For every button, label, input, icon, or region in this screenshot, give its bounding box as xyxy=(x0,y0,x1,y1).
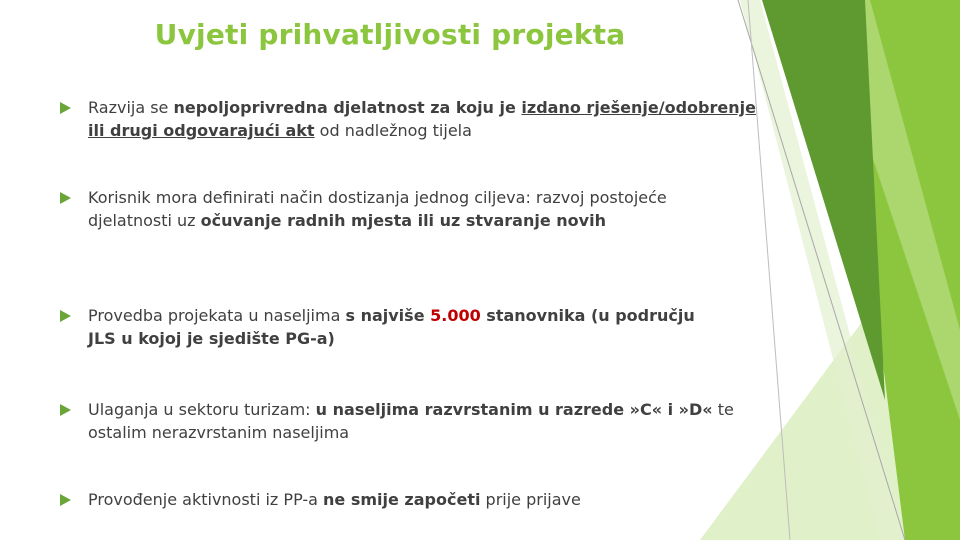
bullet-5-text-3: prije prijave xyxy=(480,490,581,509)
triangle-right-icon xyxy=(60,494,71,506)
bullet-item-2 xyxy=(60,186,688,232)
bullet-4-text-3: te ostalim nerazvrstanim naseljima xyxy=(88,400,734,442)
triangle-right-icon xyxy=(60,310,71,322)
bullet-4-text-1: Ulaganja u sektoru turizam: xyxy=(88,400,316,419)
bullet-1-text-4: od nadležnog tijela xyxy=(314,121,472,140)
bullet-3-text-3: stanovnika (u području JLS u kojoj je sjedište PG-a) xyxy=(88,306,695,348)
bullet-item-4 xyxy=(60,398,768,444)
bullet-1-text-3: izdano rješenje/odobrenje ili drugi odgovarajući akt xyxy=(88,98,756,140)
bullet-1-text-2: nepoljoprivredna djelatnost za koju je xyxy=(173,98,522,117)
triangle-right-icon xyxy=(60,192,71,204)
bullet-3-highlight-number: 5.000 xyxy=(430,306,481,325)
bullet-1-text-1: Razvija se xyxy=(88,98,174,117)
bullet-item-5 xyxy=(60,488,768,511)
bullet-item-3 xyxy=(60,304,708,350)
bullet-4-text-2: u naseljima razvrstanim u razrede »C« i »D« xyxy=(315,400,713,419)
bullet-item-1 xyxy=(60,96,768,142)
bullet-5-text-1: Provođenje aktivnosti iz PP-a xyxy=(88,490,324,509)
triangle-right-icon xyxy=(60,102,71,114)
slide-title: Uvjeti prihvatljivosti projekta xyxy=(154,18,626,51)
bullet-5-text-2: ne smije započeti xyxy=(323,490,481,509)
bullet-3-text-1: Provedba projekata u naseljima xyxy=(88,306,346,325)
triangle-right-icon xyxy=(60,404,71,416)
bullet-3-text-2: s najviše xyxy=(345,306,431,325)
bullet-2-text-2: očuvanje radnih mjesta ili uz stvaranje novih xyxy=(200,211,606,230)
bullet-2-text-1: Korisnik mora definirati način dostizanja jednog ciljeva: razvoj postojeće djelatnosti uz xyxy=(88,188,667,230)
